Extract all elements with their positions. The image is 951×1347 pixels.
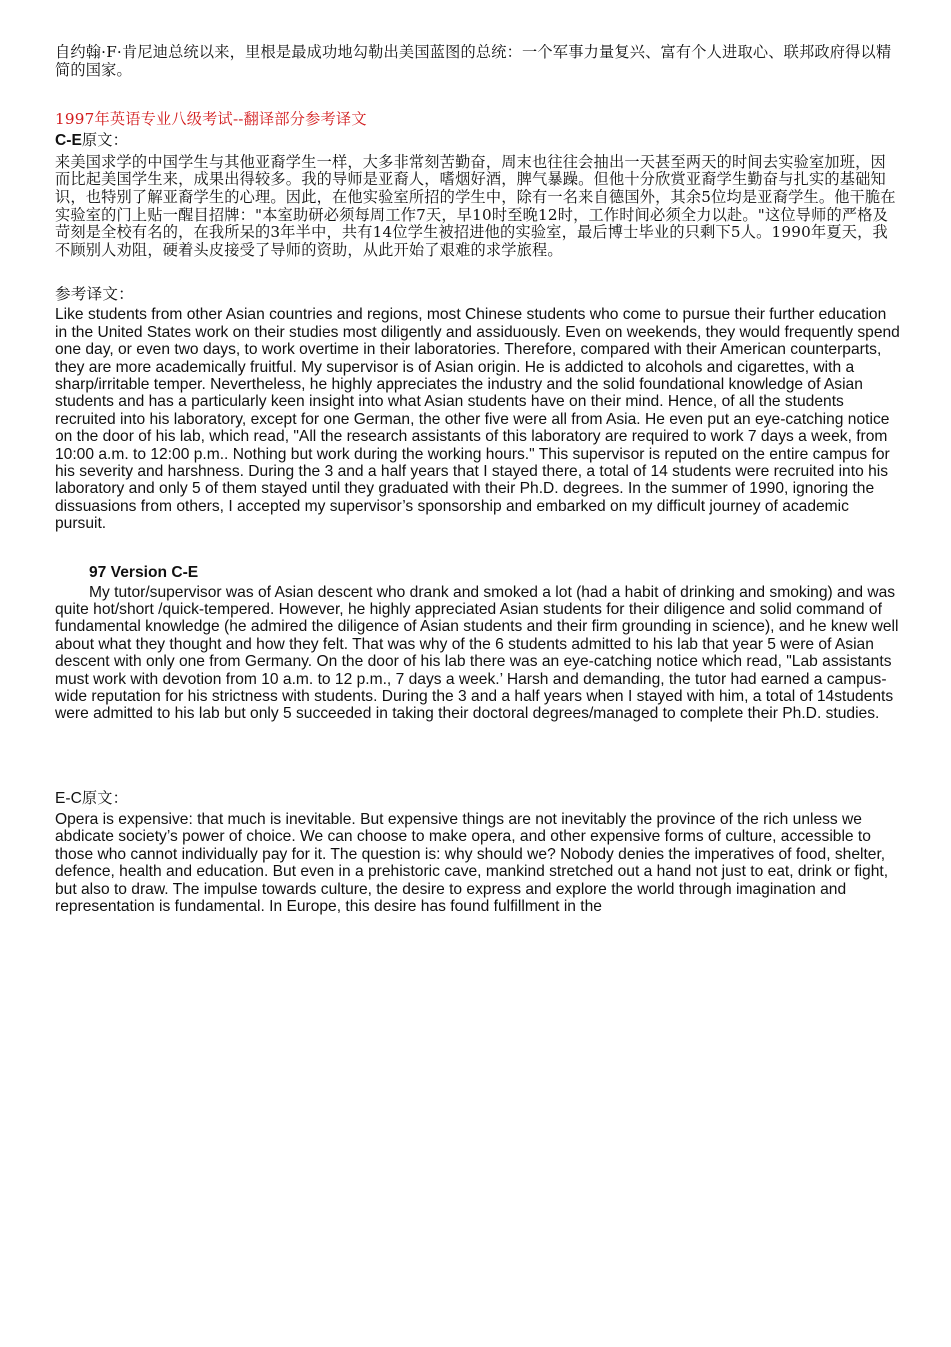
ce-label: C-E <box>55 131 82 149</box>
reference-translation-label: 参考译文： <box>55 285 134 304</box>
intro-paragraph: 自约翰·F·肯尼迪总统以来，里根是最成功地勾勒出美国蓝图的总统：一个军事力量复兴、富有个人进取心、联邦政府得以精简的国家。 <box>55 43 892 79</box>
ce-original-text: 来美国求学的中国学生与其他亚裔学生一样，大多非常刻苦勤奋，周末也往往会抽出一天甚至两天的时间去实验室加班，因而比起美国学生来，成果出得较多。我的导师是亚裔人，嗜烟好酒，脾气暴躁。但他十分欣赏亚裔学生勤奋与扎实的基础知识，也特别了解亚裔学生的心理。因此，在他实验室所招的学生中，除有一名来自德国外，其余5位均是亚裔学生。他干脆在实验室的门上贴一醒目招牌："本室助研必须每周工作7天，早10时至晚12时，工作时间必须全力以赴。"这位导师的严格及苛刻是全校有名的，在我所呆的3年半中，共有14位学生被招进他的实验室，最后博士毕业的只剩下5人。1990年夏天，我不顾别人劝阻，硬着头皮接受了导师的资助，从此开始了艰难的求学旅程。 <box>55 152 896 259</box>
ce-label-suffix: 原文： <box>81 130 129 149</box>
ce-original-label <box>55 131 900 150</box>
version-97-text: My tutor/supervisor was of Asian descent who drank and smoked a lot (had a habit of drinking and smoking) and was quite hot/short /quick-tempered. However, he highly appreciated Asian students for their diligence and solid command of fundamental knowledge (he admired the diligence of Asian students and their firm grounding in science), and he knew well about what they thought and how they felt. That was why of the 6 students admitted to his lab that year 5 were of Asian descent with only one from Germany. On the door of his lab there was an eye-catching notice which read, "Lab assistants must work with devotion from 10 a.m. to 12 p.m., 7 days a week.’ Harsh and demanding, the tutor had earned a campus-wide reputation for his strictness with students. During the 3 and a half years when I stayed with him, a total of 14students were admitted to his lab but only 5 succeeded in taking their doctoral degrees/managed to complete their Ph.D. studies. <box>55 583 899 723</box>
ec-label-suffix: 原文： <box>81 788 129 807</box>
ec-original-label <box>55 789 900 808</box>
document-page <box>55 44 900 915</box>
reference-translation-text: Like students from other Asian countries and regions, most Chinese students who come to pursue their further education in the United States work on their studies most diligently and assiduously. Even on weekends, they would frequently spend one day, or even two days, to work overtime in their laboratories. Therefore, compared with their American counterparts, they are more academically fruitful. My supervisor is of Asian origin. He is addicted to alcohols and cigarettes, with a sharp/irritable temper. Nevertheless, he highly appreciates the industry and the solid foundational knowledge of Asian students and has a particularly keen insight into what Asian students have on their mind. Hence, of all the students recruited into his laboratory, except for one German, the other five were all from Asia. He even put an eye-catching notice on the door of his lab, which read, "All the research assistants of this laboratory are required to work 7 days a week, from 10:00 a.m. to 12:00 p.m.. Nothing but work during the working hours." This supervisor is reputed on the entire campus for his severity and harshness. During the 3 and a half years that I stayed there, a total of 14 students were recruited into his laboratory and only 5 of them stayed until they graduated with their Ph.D. degrees. In the summer of 1990, ignoring the dissuasions from others, I accepted my supervisor’s sponsorship and embarked on my difficult journey of academic pursuit. <box>55 306 900 533</box>
ec-original-text: Opera is expensive: that much is inevitable. But expensive things are not inevitably the province of the rich unless we abdicate society’s power of choice. We can choose to make opera, and other expensive forms of culture, accessible to those who cannot individually pay for it. The question is: why should we? Nobody denies the imperatives of food, shelter, defence, health and education. But even in a prehistoric cave, mankind stretched out a hand not just to eat, drink or fight, but also to draw. The impulse towards culture, the desire to express and explore the world through imagination and representation is fundamental. In Europe, this desire has found fulfillment in the <box>55 810 889 915</box>
section-1997-heading: 1997年英语专业八级考试--翻译部分参考译文 <box>55 110 367 129</box>
version-97-heading: 97 Version C-E <box>89 563 199 581</box>
ec-label: E-C <box>55 789 82 807</box>
